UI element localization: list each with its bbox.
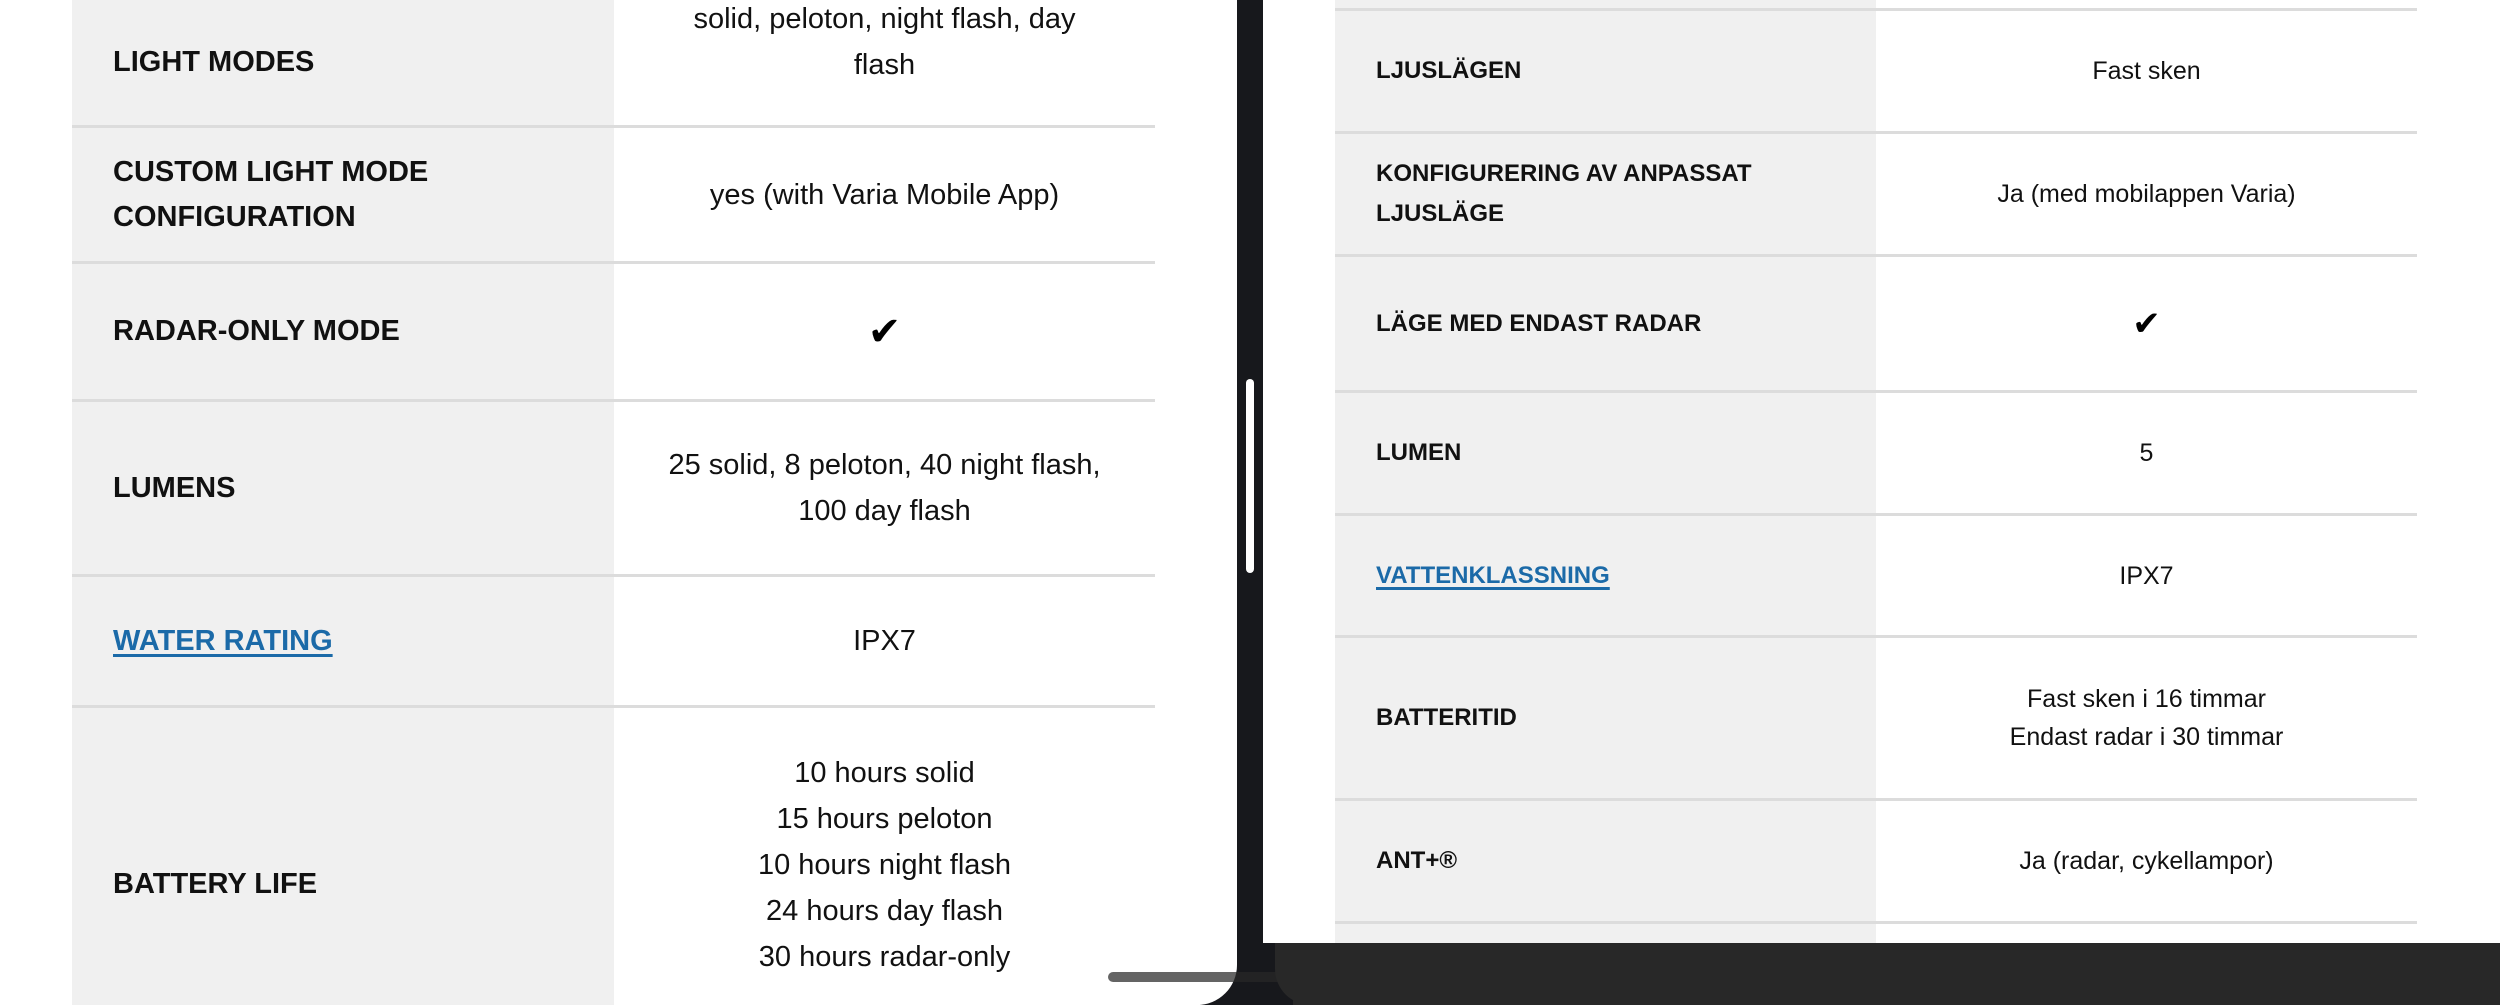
vattenklassning-link[interactable]: VATTENKLASSNING <box>1376 561 1610 589</box>
row-value: 25 solid, 8 peloton, 40 night flash, 100 day flash <box>614 402 1155 574</box>
checkmark-icon: ✔ <box>867 309 902 354</box>
row-label: RADAR-ONLY MODE <box>72 264 614 399</box>
row-label: BATTERY LIFE <box>72 708 614 1005</box>
table-row-lumen <box>1335 393 2417 516</box>
row-value: yes (with Varia Mobile App) <box>614 128 1155 261</box>
table-row-water-rating <box>72 577 1155 708</box>
checkmark-icon: ✔ <box>2132 304 2161 343</box>
row-label <box>1335 924 1876 943</box>
row-label: ANT+® <box>1335 801 1876 921</box>
table-row-ant-plus <box>1335 801 2417 924</box>
row-label: LUMENS <box>72 402 614 574</box>
table-row-lumens <box>72 402 1155 577</box>
row-label: LIGHT MODES <box>72 0 614 125</box>
bottom-bar-rounded <box>1275 943 2500 1005</box>
right-split-pane <box>1263 0 2500 943</box>
row-value: IPX7 <box>1876 516 2417 635</box>
table-row-ljuslagen <box>1335 11 2417 134</box>
row-value <box>1876 257 2417 390</box>
row-value: IPX7 <box>614 577 1155 705</box>
row-value: 10 hours solid 15 hours peloton 10 hours night flash 24 hours day flash 30 hours radar-only <box>614 708 1155 1005</box>
row-label: CUSTOM LIGHT MODE CONFIGURATION <box>72 128 614 261</box>
row-value: Fast sken <box>1876 11 2417 131</box>
table-row-endast-radar <box>1335 257 2417 393</box>
left-split-pane <box>0 0 1237 1005</box>
row-value: Fast sken i 16 timmar Endast radar i 30 timmar <box>1876 638 2417 798</box>
row-label: LÄGE MED ENDAST RADAR <box>1335 257 1876 390</box>
water-rating-link[interactable]: WATER RATING <box>113 624 333 657</box>
table-row-konfigurering <box>1335 134 2417 257</box>
table-row-batteritid <box>1335 638 2417 801</box>
row-label <box>1335 0 1876 8</box>
row-label: KONFIGURERING AV ANPASSAT LJUSLÄGE <box>1335 134 1876 254</box>
table-row-custom-light-mode <box>72 128 1155 264</box>
table-row-radar-only-mode <box>72 264 1155 402</box>
row-label <box>1335 516 1876 635</box>
split-screen-divider[interactable] <box>1237 0 1263 1005</box>
table-row-vattenklassning <box>1335 516 2417 638</box>
table-row-previous <box>1335 0 2417 11</box>
row-value: Ja (med mobilappen Varia) <box>1876 134 2417 254</box>
row-value: 5 <box>1876 393 2417 513</box>
row-label <box>72 577 614 705</box>
row-value: solid, peloton, night flash, day flash <box>614 0 1155 125</box>
row-value <box>614 264 1155 399</box>
row-label: LJUSLÄGEN <box>1335 11 1876 131</box>
table-row-battery-life <box>72 708 1155 1005</box>
table-row-next <box>1335 924 2417 943</box>
row-label: BATTERITID <box>1335 638 1876 798</box>
home-gesture-bar[interactable] <box>1108 972 1384 982</box>
row-value: Ja (radar, cykellampor) <box>1876 801 2417 921</box>
row-value <box>1876 0 2417 8</box>
divider-drag-handle[interactable] <box>1246 379 1254 573</box>
row-label: LUMEN <box>1335 393 1876 513</box>
row-value <box>1876 924 2417 943</box>
table-row-light-modes <box>72 0 1155 128</box>
